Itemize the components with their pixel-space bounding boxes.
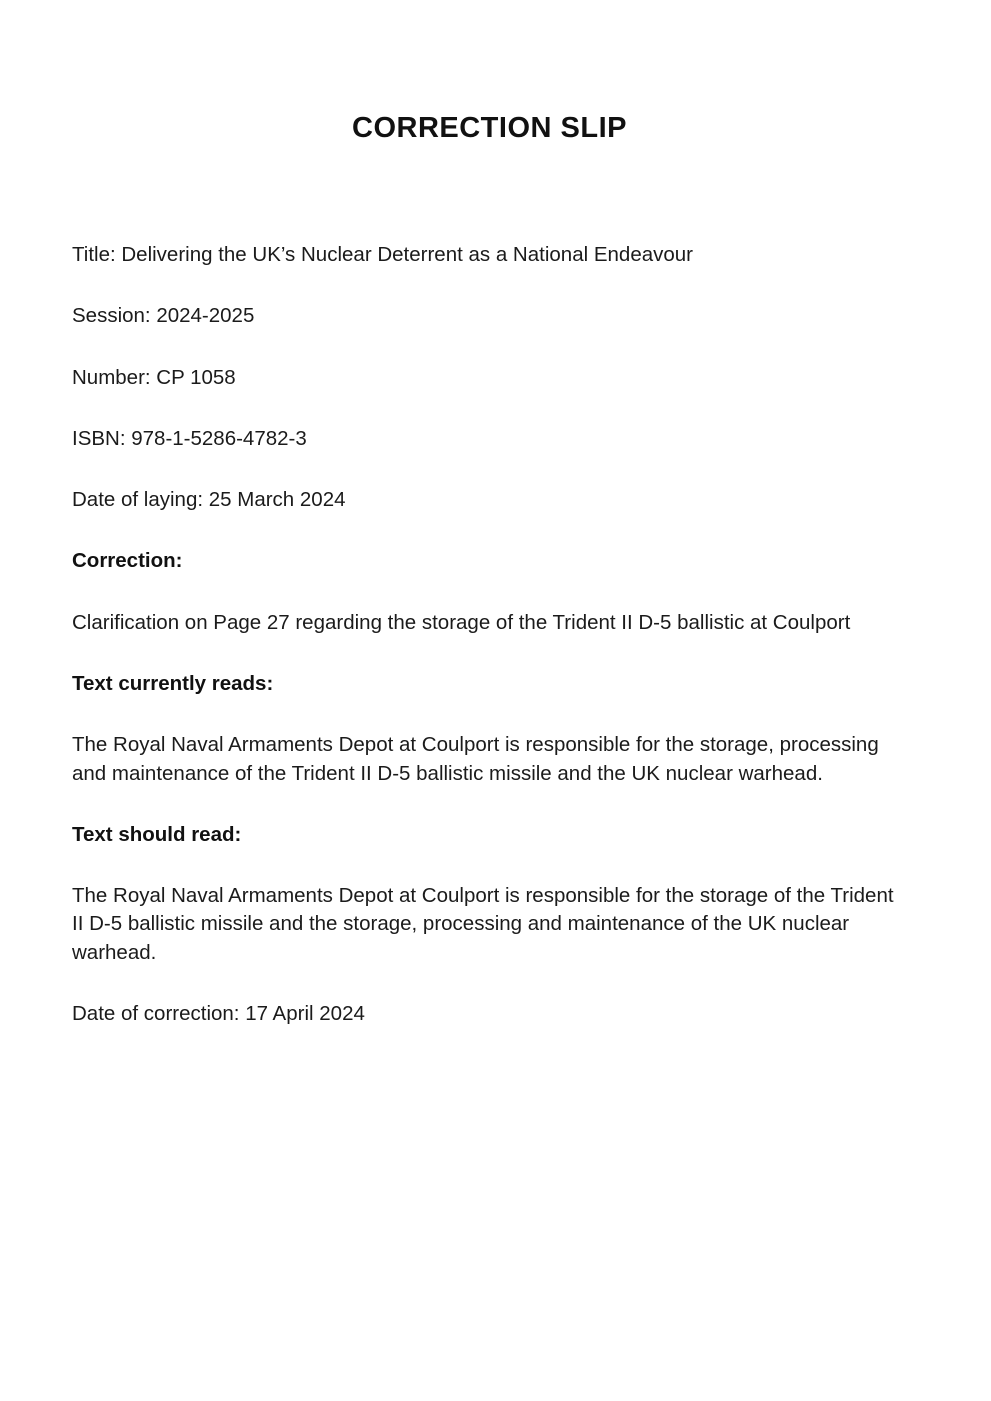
text-currently-reads-paragraph: The Royal Naval Armaments Depot at Coulport is responsible for the storage, processing and maintenance of the Trident II D-5 ballistic missile and the UK nuclear warhead. [72,733,879,785]
text-should-read-paragraph: The Royal Naval Armaments Depot at Coulport is responsible for the storage of the Trident II D-5 ballistic missile and the storage, processing and maintenance of the UK nuclear warhead. [72,884,894,964]
correction-text: Clarification on Page 27 regarding the storage of the Trident II D-5 ballistic at Coulport [72,610,851,634]
page-title: CORRECTION SLIP [352,112,627,144]
correction-heading: Correction: [72,549,183,573]
session-line: Session: 2024-2025 [72,304,255,328]
number-line: Number: CP 1058 [72,365,236,389]
isbn-line: ISBN: 978-1-5286-4782-3 [72,426,307,450]
title-line: Title: Delivering the UK’s Nuclear Deterrent as a National Endeavour [72,243,693,266]
date-of-laying-line: Date of laying: 25 March 2024 [72,488,346,512]
date-of-correction-line: Date of correction: 17 April 2024 [72,1001,365,1025]
text-should-read-heading: Text should read: [72,822,242,846]
text-currently-reads-heading: Text currently reads: [72,671,274,695]
